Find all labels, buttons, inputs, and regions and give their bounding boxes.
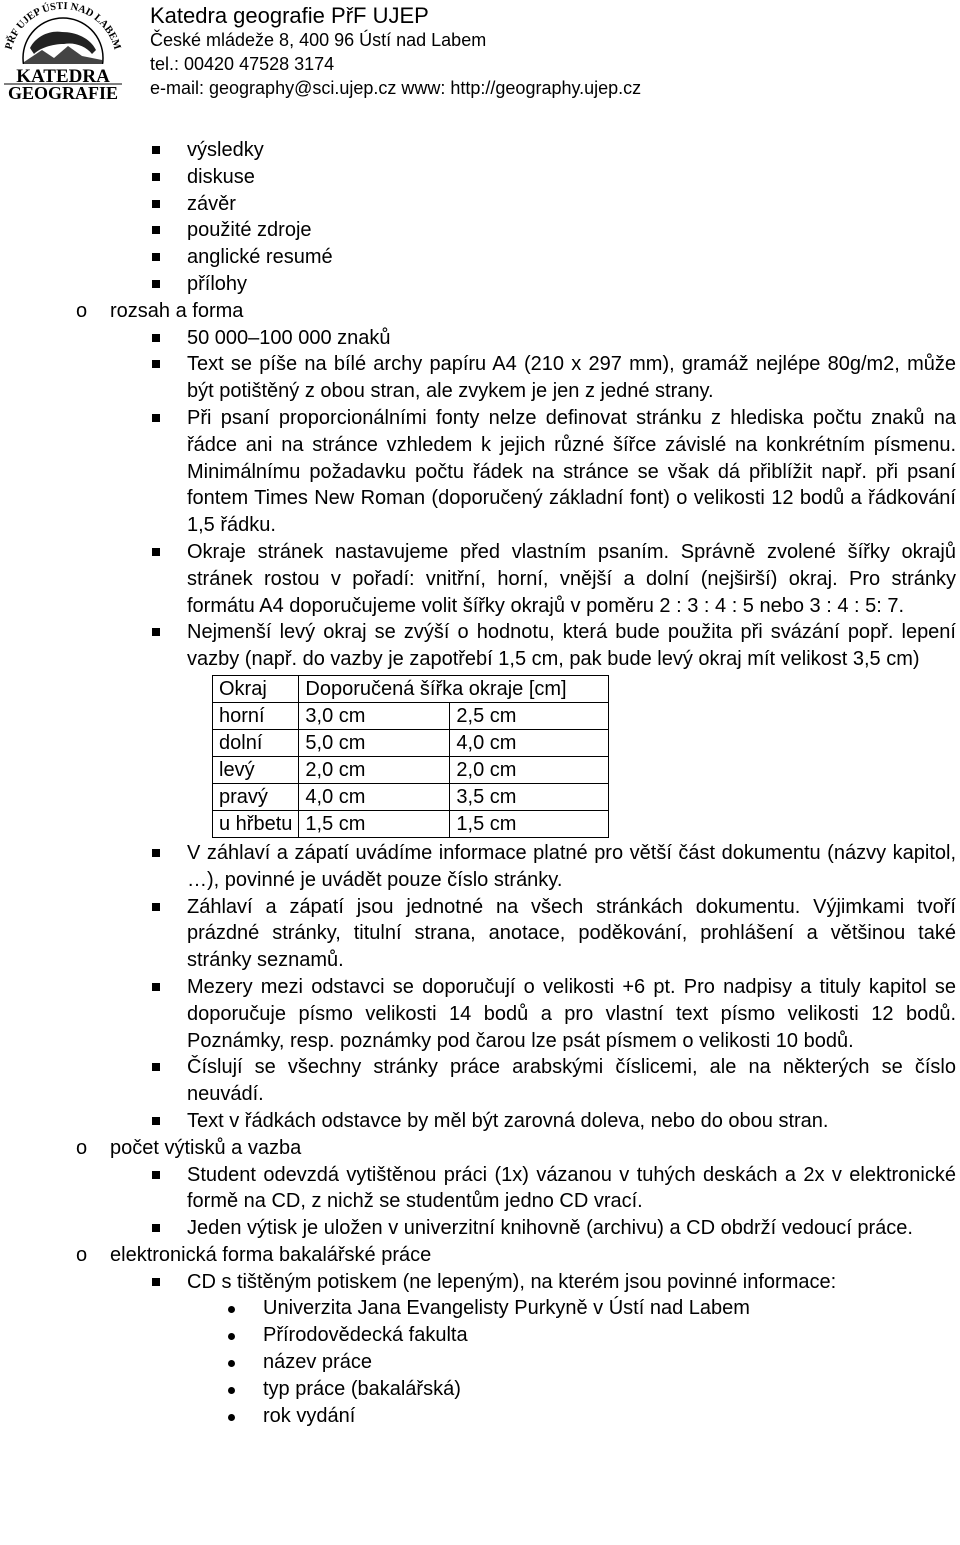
table-cell: 5,0 cm xyxy=(299,729,450,756)
square-bullet-icon xyxy=(152,414,160,422)
square-bullet-icon xyxy=(152,146,160,154)
department-logo xyxy=(2,2,124,100)
square-bullet-icon xyxy=(152,334,160,342)
list-item: Student odevzdá vytištěnou práci (1x) vázanou v tuhých deskách a 2x v elektronické formě na CD, z nichž se studentům jedno CD vrací. xyxy=(0,1162,960,1216)
sub-list-item: typ práce (bakalářská) xyxy=(0,1376,960,1403)
logo-text-katedra: KATEDRA xyxy=(16,66,110,87)
table-cell: 1,5 cm xyxy=(450,810,609,837)
square-bullet-icon xyxy=(152,849,160,857)
sub-list-item: Přírodovědecká fakulta xyxy=(0,1322,960,1349)
letterhead xyxy=(150,4,641,100)
square-bullet-icon xyxy=(152,1224,160,1232)
list-item: závěr xyxy=(0,191,960,218)
table-row xyxy=(213,756,609,783)
list-item: Okraje stránek nastavujeme před vlastním psaním. Správně zvolené šířky okrajů stránek rostou v pořadí: vnitřní, horní, vnější a dolní (nejširší) okraj. Pro stránky formátu A4 doporučujeme volit šířky okrajů v poměru 2 : 3 : 4 : 5 nebo 3 : 4 : 5: 7. xyxy=(0,539,960,619)
list-item: Text se píše na bílé archy papíru A4 (210 x 297 mm), gramáž nejlépe 80g/m2, může být potištěný z obou stran, ale zvykem je jen z jedné strany. xyxy=(0,351,960,405)
section-heading-elektronicka: o elektronická forma bakalářské práce xyxy=(0,1242,960,1269)
sub-list-item: Univerzita Jana Evangelisty Purkyně v Ústí nad Labem xyxy=(0,1295,960,1322)
table-header-row xyxy=(213,675,609,702)
round-bullet-icon xyxy=(228,1414,235,1421)
sub-list-item: rok vydání xyxy=(0,1403,960,1430)
circle-bullet-icon: o xyxy=(76,1243,88,1266)
circle-bullet-icon: o xyxy=(76,1136,88,1159)
list-item: V záhlaví a zápatí uvádíme informace platné pro větší část dokumentu (názvy kapitol, …), povinné je uvádět pouze číslo stránky. xyxy=(0,840,960,894)
table-cell: 3,0 cm xyxy=(299,702,450,729)
list-item: Jeden výtisk je uložen v univerzitní knihovně (archivu) a CD obdrží vedoucí práce. xyxy=(0,1215,960,1242)
list-item: Záhlaví a zápatí jsou jednotné na všech stránkách dokumentu. Výjimkami tvoří prázdné stránky, titulní strana, anotace, poděkování, prohlášení a většinou také stránky seznamů. xyxy=(0,894,960,974)
address-line: České mládeže 8, 400 96 Ústí nad Labem xyxy=(150,30,487,50)
square-bullet-icon xyxy=(152,903,160,911)
square-bullet-icon xyxy=(152,200,160,208)
logo-text-geografie: GEOGRAFIE xyxy=(7,83,119,100)
table-cell: 4,0 cm xyxy=(299,783,450,810)
margin-table xyxy=(212,675,609,838)
list-item: Číslují se všechny stránky práce arabskými číslicemi, ale na některých se číslo neuvádí. xyxy=(0,1054,960,1108)
list-item: Při psaní proporcionálními fonty nelze definovat stránku z hlediska počtu znaků na řádce ani na stránce vzhledem k jejich různé šířce závislé na konkrétním písmenu. Minimálnímu požadavku počtu řádek na stránce se však dá přiblížit např. při psaní fontem Times New Roman (doporučený základní font) o velikosti 12 bodů a řádkování 1,5 řádku. xyxy=(0,405,960,539)
table-row xyxy=(213,783,609,810)
circle-bullet-icon: o xyxy=(76,299,88,322)
list-item: přílohy xyxy=(0,271,960,298)
square-bullet-icon xyxy=(152,628,160,636)
square-bullet-icon xyxy=(152,253,160,261)
document-body xyxy=(0,137,960,1429)
table-cell: 2,0 cm xyxy=(299,756,450,783)
table-cell: levý xyxy=(213,756,299,783)
list-item: Text v řádkách odstavce by měl být zarovná doleva, nebo do obou stran. xyxy=(0,1108,960,1135)
section-heading-vytisky: o počet výtisků a vazba xyxy=(0,1135,960,1162)
contact-line: e-mail: geography@sci.ujep.cz www: http://geography.ujep.cz xyxy=(150,78,642,98)
table-cell: 4,0 cm xyxy=(450,729,609,756)
square-bullet-icon xyxy=(152,1171,160,1179)
round-bullet-icon xyxy=(228,1360,235,1367)
round-bullet-icon xyxy=(228,1333,235,1340)
table-row xyxy=(213,810,609,837)
table-cell: u hřbetu xyxy=(213,810,299,837)
square-bullet-icon xyxy=(152,280,160,288)
square-bullet-icon xyxy=(152,173,160,181)
square-bullet-icon xyxy=(152,1278,160,1286)
table-header-cell: Doporučená šířka okraje [cm] xyxy=(299,675,609,702)
logo-arc-text: PŘF UJEP ÚSTÍ NAD LABEM xyxy=(3,2,123,51)
square-bullet-icon xyxy=(152,360,160,368)
list-item: Mezery mezi odstavci se doporučují o velikosti +6 pt. Pro nadpisy a tituly kapitol se doporučuje písmo velikosti 14 bodů a pro vlastní text písmo velikosti 12 bodů. Poznámky, resp. poznámky pod čarou lze psát písmem o velikosti 10 bodů. xyxy=(0,974,960,1054)
list-item: anglické resumé xyxy=(0,244,960,271)
list-item: CD s tištěným potiskem (ne lepeným), na kterém jsou povinné informace: xyxy=(0,1269,960,1296)
square-bullet-icon xyxy=(152,1063,160,1071)
phone-line: tel.: 00420 47528 3174 xyxy=(150,54,335,74)
square-bullet-icon xyxy=(152,983,160,991)
square-bullet-icon xyxy=(152,548,160,556)
list-item: diskuse xyxy=(0,164,960,191)
table-row xyxy=(213,729,609,756)
table-cell: 1,5 cm xyxy=(299,810,450,837)
square-bullet-icon xyxy=(152,1117,160,1125)
section-heading-rozsah: o rozsah a forma xyxy=(0,298,960,325)
round-bullet-icon xyxy=(228,1306,235,1313)
table-cell: 2,5 cm xyxy=(450,702,609,729)
list-item: Nejmenší levý okraj se zvýší o hodnotu, která bude použita při svázání popř. lepení vazby (např. do vazby je zapotřebí 1,5 cm, pak bude levý okraj mít velikost 3,5 cm) xyxy=(0,619,960,673)
department-title: Katedra geografie PřF UJEP xyxy=(150,3,429,28)
sub-list-item: název práce xyxy=(0,1349,960,1376)
table-cell: dolní xyxy=(213,729,299,756)
list-item: použité zdroje xyxy=(0,217,960,244)
table-cell: pravý xyxy=(213,783,299,810)
table-cell: 2,0 cm xyxy=(450,756,609,783)
table-cell: horní xyxy=(213,702,299,729)
table-header-cell: Okraj xyxy=(213,675,299,702)
table-cell: 3,5 cm xyxy=(450,783,609,810)
table-row xyxy=(213,702,609,729)
list-item: 50 000–100 000 znaků xyxy=(0,325,960,352)
round-bullet-icon xyxy=(228,1387,235,1394)
list-item: výsledky xyxy=(0,137,960,164)
square-bullet-icon xyxy=(152,226,160,234)
